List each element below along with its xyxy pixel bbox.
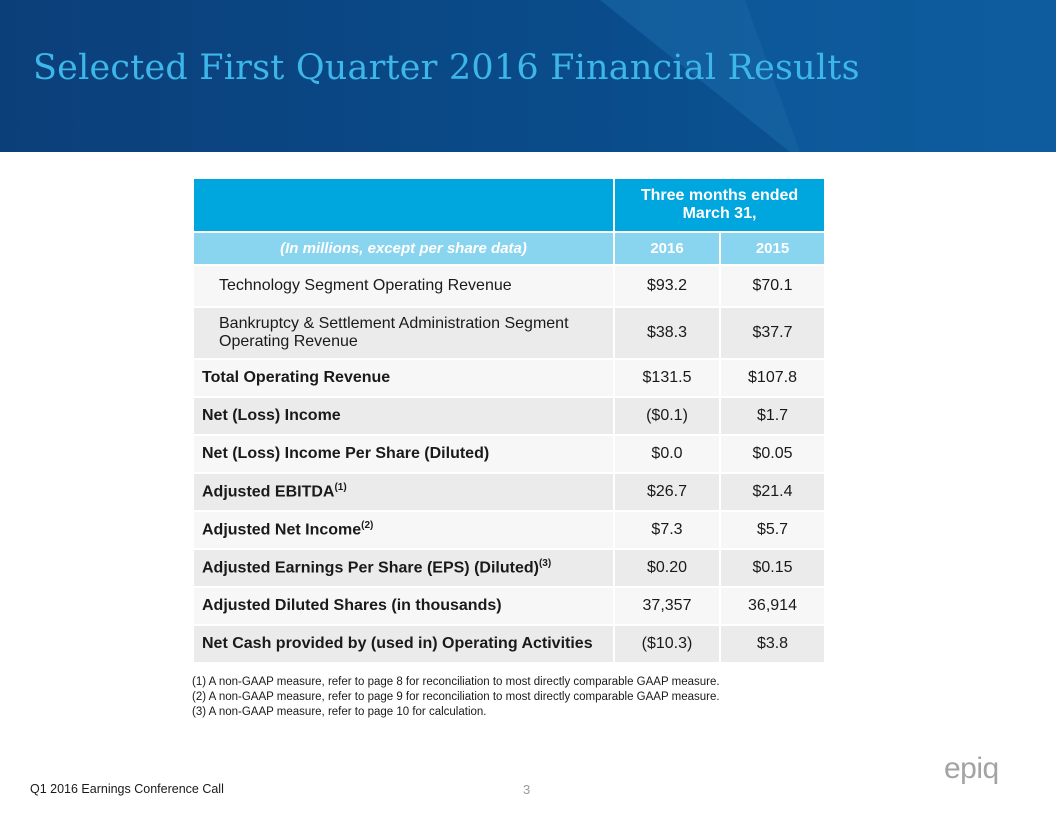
header-period-line1: Three months ended [640,187,799,204]
table-row [193,587,825,625]
table-row [193,397,825,435]
value-2015: $21.4 [720,473,825,511]
table-row [193,359,825,397]
table-row [193,473,825,511]
value-2016: $131.5 [614,359,720,397]
table-header-row [193,178,825,232]
table-row [193,265,825,307]
value-2015: $37.7 [720,307,825,359]
footnote-3: (3) A non-GAAP measure, refer to page 10 for calculation. [192,706,487,718]
row-label: Adjusted Diluted Shares (in thousands) [193,587,614,625]
value-2015: $5.7 [720,511,825,549]
row-label: Net (Loss) Income [193,397,614,435]
header-empty-cell [193,178,614,232]
row-label [193,473,614,511]
table-row [193,549,825,587]
footnote-marker: (3) [538,558,552,570]
value-2016: $7.3 [614,511,720,549]
value-2015: 36,914 [720,587,825,625]
epiq-logo [944,754,1020,790]
table-row [193,435,825,473]
row-label: Total Operating Revenue [193,359,614,397]
value-2015: $107.8 [720,359,825,397]
value-2016: $26.7 [614,473,720,511]
table-row [193,625,825,663]
value-2015: $1.7 [720,397,825,435]
header-period-line2: March 31, [682,205,757,222]
table-row [193,511,825,549]
column-2015: 2015 [720,232,825,265]
row-label-text: Adjusted EBITDA [202,483,335,501]
value-2015: $70.1 [720,265,825,307]
row-label [193,549,614,587]
row-label: Net (Loss) Income Per Share (Diluted) [193,435,614,473]
financial-results-table [192,177,826,664]
table-subheader-row [193,232,825,265]
value-2016: $93.2 [614,265,720,307]
row-label: Technology Segment Operating Revenue [193,265,614,307]
footnotes [192,675,720,720]
value-2016: 37,357 [614,587,720,625]
footnote-2: (2) A non-GAAP measure, refer to page 9 for reconciliation to most directly comparable GAAP measure. [192,691,720,703]
slide-header [0,0,1056,152]
value-2016: $38.3 [614,307,720,359]
value-2016: $0.20 [614,549,720,587]
footer-text: Q1 2016 Earnings Conference Call [30,782,224,796]
subheader-units-label: (In millions, except per share data) [193,232,614,265]
footnote-marker: (1) [334,482,347,494]
row-label-text: Adjusted Earnings Per Share (EPS) (Diluted) [202,559,539,577]
table-row [193,307,825,359]
row-label [193,511,614,549]
row-label-line1: Bankruptcy & Settlement Administration Segment [219,315,569,332]
footnote-marker: (2) [361,520,374,532]
row-label [193,307,614,359]
value-2016: $0.0 [614,435,720,473]
slide-title: Selected First Quarter 2016 Financial Results [33,48,860,88]
row-label-line2: Operating Revenue [219,333,358,350]
logo-text: epiq [944,754,999,785]
footnote-1: (1) A non-GAAP measure, refer to page 8 for reconciliation to most directly comparable GAAP measure. [192,676,720,688]
column-2016: 2016 [614,232,720,265]
value-2015: $3.8 [720,625,825,663]
value-2016: ($0.1) [614,397,720,435]
value-2015: $0.05 [720,435,825,473]
row-label: Net Cash provided by (used in) Operating Activities [193,625,614,663]
page-number: 3 [523,782,531,797]
header-period-group [614,178,825,232]
value-2016: ($10.3) [614,625,720,663]
row-label-text: Adjusted Net Income [202,521,362,539]
value-2015: $0.15 [720,549,825,587]
